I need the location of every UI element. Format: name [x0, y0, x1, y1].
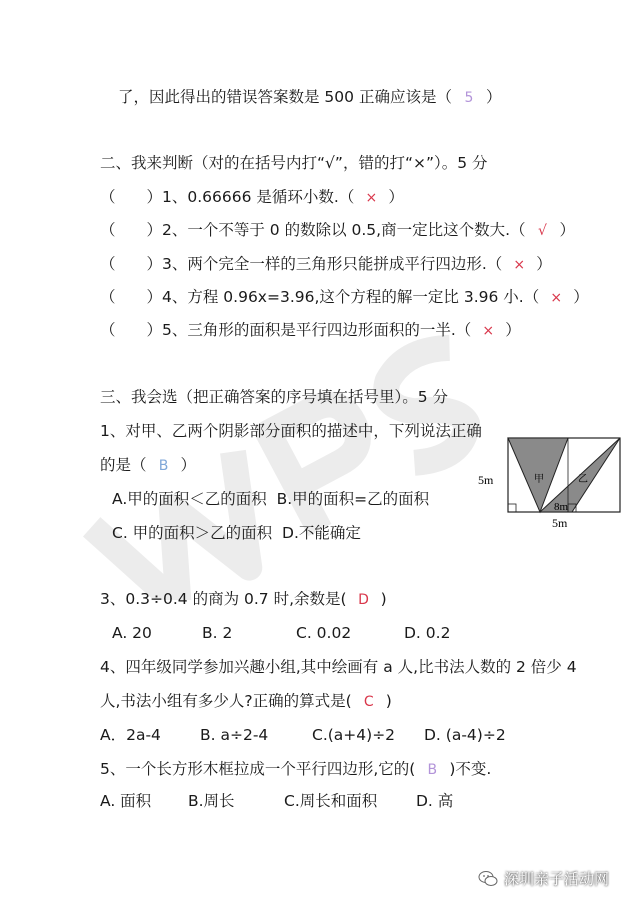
question-5: 5、一个长方形木框拉成一个平行四边形,它的( B )不变. [100, 758, 491, 781]
continued-line: 了，因此得出的错误答案数是 500 正确应该是（ 5 ） [118, 86, 501, 109]
right-angle-mark [508, 504, 516, 512]
judge-item-2: （ ）2、一个不等于 0 的数除以 0.5,商一定比这个数大.（ √ ） [100, 219, 575, 242]
q1-options-cd: C. 甲的面积＞乙的面积 D.不能确定 [112, 524, 361, 542]
judge-item-4: （ ）4、方程 0.96x=3.96,这个方程的解一定比 3.96 小.（ × ） [100, 286, 589, 309]
answer-q5: B [427, 762, 438, 778]
question-4: 4、四年级同学参加兴趣小组,其中绘画有 a 人,比书法人数的 2 倍少 4 [100, 658, 577, 676]
question-3: 3、0.3÷0.4 的商为 0.7 时,余数是( D ) [100, 588, 387, 611]
answer-q4: C [363, 694, 374, 710]
wechat-icon [478, 869, 498, 889]
bottom-length-label: 5m [552, 516, 568, 530]
question-4-cont: 人,书法小组有多少人?正确的算式是( C ) [100, 690, 392, 713]
left-length-label: 5m [478, 473, 494, 487]
judge-item-1: （ ）1、0.66666 是循环小数.（ × ） [100, 186, 404, 209]
jia-label: 甲 [534, 474, 544, 485]
footer-brand [478, 868, 609, 889]
judge-answer-4: × [550, 290, 563, 306]
footer-text: 深圳亲子活动网 [504, 870, 610, 888]
judge-answer-3: × [513, 257, 526, 273]
answer-q1: B [158, 458, 169, 474]
answer-q3: D [358, 592, 369, 608]
judge-item-5: （ ）5、三角形的面积是平行四边形面积的一半.（ × ） [100, 319, 521, 342]
judge-answer-1: × [365, 190, 378, 206]
judge-item-3: （ ）3、两个完全一样的三角形只能拼成平行四边形.（ × ） [100, 253, 552, 276]
q3-options: A. 20 B. 2 C. 0.02 D. 0.2 [112, 624, 451, 642]
section3-title: 三、我会选（把正确答案的序号填在括号里）。5 分 [100, 388, 449, 406]
judge-answer-5: × [482, 323, 495, 339]
mid-length-label: 8m [554, 501, 569, 513]
triangle-diagram [476, 432, 622, 532]
q4-options: A．2a-4 B. a÷2-4 C.(a+4)÷2 D. (a-4)÷2 [100, 726, 506, 744]
yi-label: 乙 [578, 474, 588, 485]
section2-title: 二、我来判断（对的在括号内打“√”，错的打“×”）。5 分 [100, 154, 488, 172]
question-1-cont: 的是（ B ） [100, 454, 196, 477]
q5-options: A. 面积 B.周长 C.周长和面积 D. 高 [100, 792, 454, 810]
q1-options-ab: A.甲的面积＜乙的面积 B.甲的面积=乙的面积 [112, 490, 430, 508]
question-1: 1、对甲、乙两个阴影部分面积的描述中，下列说法正确 [100, 422, 482, 440]
judge-answer-2: √ [538, 223, 547, 239]
answer-5: 5 [464, 90, 474, 106]
